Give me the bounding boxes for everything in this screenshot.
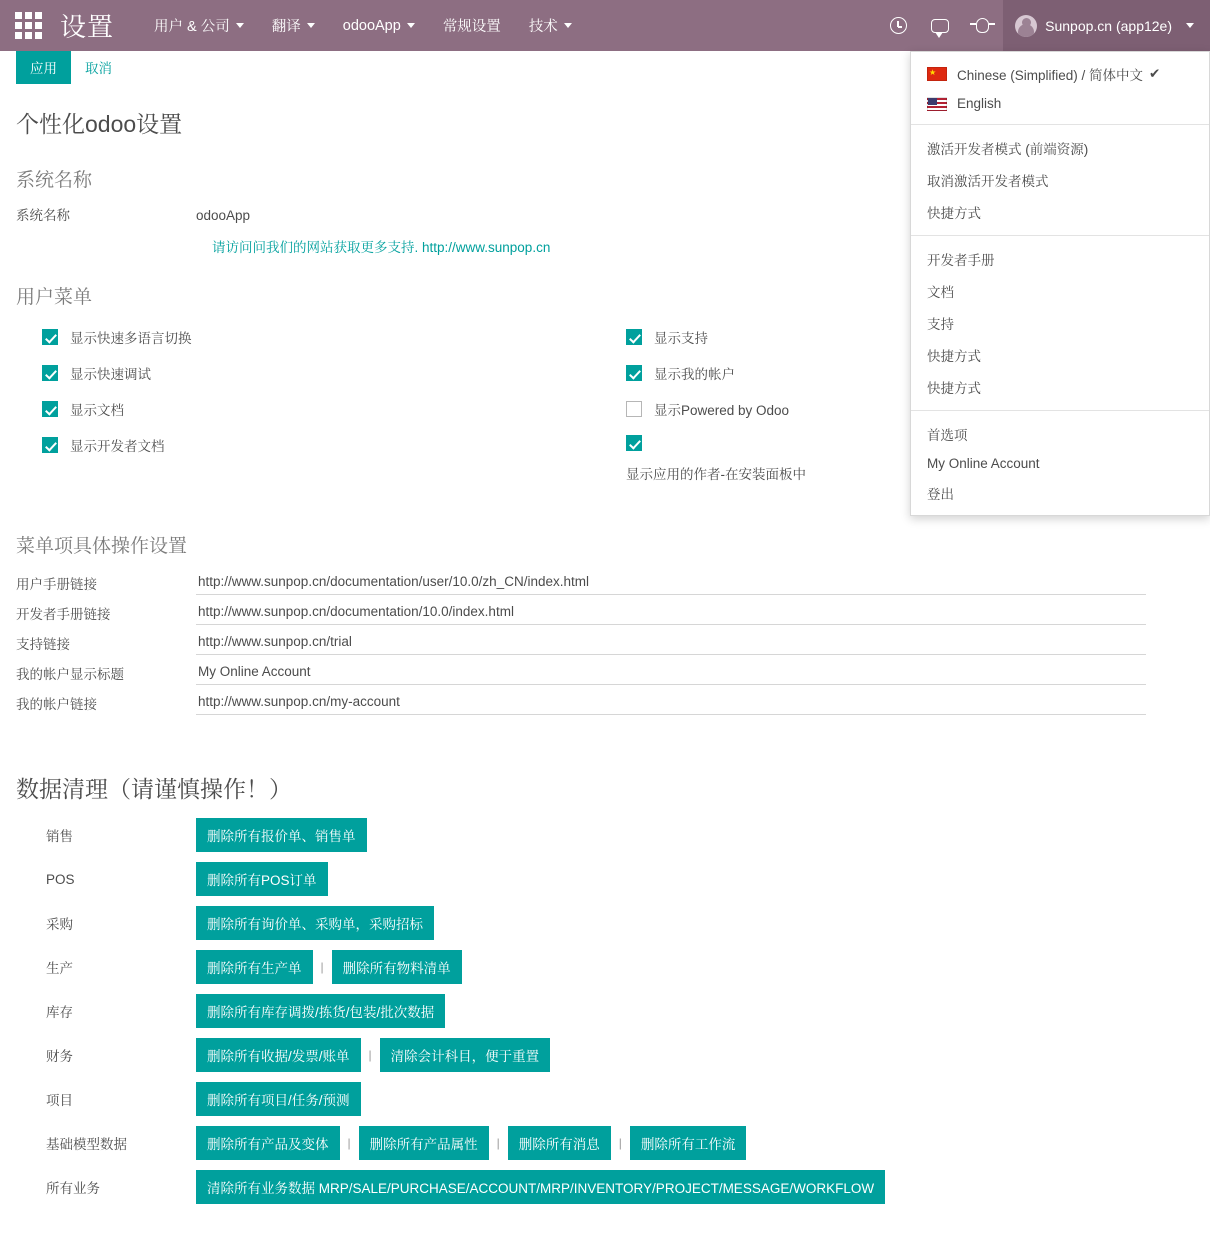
label-support-link: 支持链接: [16, 636, 70, 652]
delete-all-messages-button[interactable]: 删除所有消息: [508, 1126, 611, 1160]
cancel-button[interactable]: 取消: [81, 50, 116, 84]
clean-buttons-pos: [196, 862, 328, 896]
button-separator: |: [496, 1136, 500, 1150]
dropdown-item-deactivate-developer-mode[interactable]: 取消激活开发者模式: [927, 174, 1049, 189]
checkbox-show-powered-by-odoo[interactable]: [626, 401, 642, 417]
delete-all-pos-orders-button[interactable]: 删除所有POS订单: [196, 862, 328, 896]
user-menu-button[interactable]: [1003, 0, 1210, 51]
chevron-down-icon: [407, 23, 415, 28]
clean-row-purchase: [16, 906, 1194, 940]
dropdown-item-documentation[interactable]: 文档: [927, 285, 954, 300]
dropdown-divider: [911, 235, 1209, 236]
clean-label-base-models: 基础模型数据: [46, 1137, 127, 1152]
option-label: 显示快速多语言切换: [70, 331, 192, 346]
row-developer-manual-link: [16, 600, 1194, 625]
user-dropdown-menu: [910, 51, 1210, 516]
top-navigation-bar: [0, 0, 1210, 51]
row-my-account-link: [16, 690, 1194, 715]
menu-technical-label: 技术: [528, 19, 558, 35]
checkbox-show-support[interactable]: [626, 329, 642, 345]
dropdown-item-shortcut-1[interactable]: 快捷方式: [927, 206, 981, 221]
check-icon: ✔: [1149, 66, 1161, 81]
clean-row-base-models: [16, 1126, 1194, 1160]
chevron-down-icon: [564, 23, 572, 28]
dropdown-label: English: [957, 96, 1002, 111]
system-name-value[interactable]: odooApp: [196, 208, 251, 223]
delete-all-projects-tasks-button[interactable]: 删除所有项目/任务/预测: [196, 1082, 361, 1116]
clock-icon[interactable]: [877, 0, 919, 51]
option-label: 显示快速调试: [70, 367, 151, 382]
clean-row-pos: [16, 862, 1194, 896]
menu-translation-label: 翻译: [271, 19, 301, 35]
input-my-account-link[interactable]: [196, 690, 1146, 715]
clean-row-sales: [16, 818, 1194, 852]
clean-row-all-business: [16, 1170, 1194, 1204]
flag-usa-icon: [927, 97, 947, 111]
apply-button[interactable]: 应用: [16, 50, 71, 84]
clean-buttons-base-models: [196, 1126, 746, 1160]
apps-grid-icon: [15, 12, 42, 39]
row-my-account-title: [16, 660, 1194, 685]
checkbox-show-documentation[interactable]: [42, 401, 58, 417]
clean-label-manufacturing: 生产: [46, 961, 73, 976]
user-menu-label: Sunpop.cn (app12e): [1045, 17, 1172, 34]
clean-buttons-all-business: [196, 1170, 885, 1204]
option-label: 显示我的帐户: [654, 367, 735, 382]
input-developer-manual-link[interactable]: [196, 600, 1146, 625]
button-separator: |: [368, 1048, 372, 1062]
checkbox-show-quick-debug[interactable]: [42, 365, 58, 381]
apps-menu-button[interactable]: [0, 0, 56, 51]
chevron-down-icon: [1186, 23, 1194, 28]
dropdown-divider: [911, 124, 1209, 125]
menu-odooapp[interactable]: [329, 0, 429, 51]
clean-label-sales: 销售: [46, 829, 73, 844]
clean-buttons-manufacturing: [196, 950, 462, 984]
checkbox-show-quick-language[interactable]: [42, 329, 58, 345]
support-website-link[interactable]: 请访问问我们的网站获取更多支持. http://www.sunpop.cn: [212, 240, 551, 255]
chat-icon[interactable]: [919, 0, 961, 51]
clear-chart-of-accounts-button[interactable]: 清除会计科目，便于重置: [380, 1038, 551, 1072]
option-label: 显示文档: [70, 403, 124, 418]
system-name-label: 系统名称: [16, 208, 70, 223]
menu-odooapp-label: odooApp: [342, 17, 401, 34]
section-heading-user-menu: 用户菜单: [16, 287, 93, 308]
option-label: 显示开发者文档: [70, 439, 165, 454]
option-show-app-author-label: 显示应用的作者-在安装面板中: [626, 467, 806, 482]
dropdown-label: Chinese (Simplified) / 简体中文: [957, 68, 1144, 83]
dropdown-item-logout[interactable]: 登出: [927, 487, 954, 502]
clean-buttons-sales: [196, 818, 367, 852]
menu-general-settings[interactable]: [429, 0, 515, 51]
input-my-account-title[interactable]: [196, 660, 1146, 685]
checkbox-show-app-author[interactable]: [626, 435, 642, 451]
clear-all-business-data-button[interactable]: 清除所有业务数据 MRP/SALE/PURCHASE/ACCOUNT/MRP/INVENTORY/PROJECT/MESSAGE/WORKFLOW: [196, 1170, 885, 1204]
delete-all-workflows-button[interactable]: 删除所有工作流: [630, 1126, 747, 1160]
option-show-quick-language[interactable]: [16, 327, 600, 347]
option-label: 显示Powered by Odoo: [654, 403, 790, 418]
dropdown-item-preferences[interactable]: 首选项: [927, 428, 968, 443]
label-developer-manual-link: 开发者手册链接: [16, 606, 111, 622]
clean-buttons-purchase: [196, 906, 434, 940]
row-user-manual-link: [16, 570, 1194, 595]
clean-label-purchase: 采购: [46, 917, 73, 932]
delete-all-rfq-purchase-orders-button[interactable]: 删除所有询价单、采购单，采购招标: [196, 906, 434, 940]
section-heading-menu-actions: 菜单项具体操作设置: [16, 536, 188, 557]
checkbox-show-developer-doc[interactable]: [42, 437, 58, 453]
section-heading-data-clean: 数据清理（请谨慎操作！）: [16, 776, 292, 802]
delete-all-invoices-button[interactable]: 删除所有收据/发票/账单: [196, 1038, 361, 1072]
dropdown-item-activate-developer-mode-assets[interactable]: 激活开发者模式 (前端资源): [927, 142, 1089, 157]
button-separator: |: [347, 1136, 351, 1150]
clean-row-accounting: [16, 1038, 1194, 1072]
clean-buttons-project: [196, 1082, 361, 1116]
dropdown-item-shortcut-2[interactable]: 快捷方式: [927, 349, 981, 364]
clean-buttons-accounting: [196, 1038, 550, 1072]
option-show-documentation[interactable]: [16, 399, 600, 419]
dropdown-item-my-online-account[interactable]: My Online Account: [927, 456, 1040, 471]
clean-row-project: [16, 1082, 1194, 1116]
checkbox-show-my-account[interactable]: [626, 365, 642, 381]
dropdown-item-language-english[interactable]: [911, 90, 1209, 117]
input-user-manual-link[interactable]: [196, 570, 1146, 595]
menu-technical[interactable]: [515, 0, 586, 51]
dropdown-divider: [911, 410, 1209, 411]
menu-users-companies[interactable]: [140, 0, 258, 51]
option-show-developer-doc[interactable]: [16, 435, 600, 455]
delete-all-stock-moves-button[interactable]: 删除所有库存调拨/拣货/包装/批次数据: [196, 994, 445, 1028]
label-user-manual-link: 用户手册链接: [16, 576, 97, 592]
clean-label-project: 项目: [46, 1093, 73, 1108]
clean-label-accounting: 财务: [46, 1049, 73, 1064]
button-separator: |: [320, 960, 324, 974]
label-my-account-title: 我的帐户显示标题: [16, 666, 124, 682]
chevron-down-icon: [236, 23, 244, 28]
clean-buttons-inventory: [196, 994, 445, 1028]
option-show-quick-debug[interactable]: [16, 363, 600, 383]
dropdown-item-developer-manual[interactable]: 开发者手册: [927, 253, 995, 268]
option-label: 显示支持: [654, 331, 708, 346]
clean-label-inventory: 库存: [46, 1005, 73, 1020]
button-separator: |: [618, 1136, 622, 1150]
label-my-account-link: 我的帐户链接: [16, 696, 97, 712]
bug-icon[interactable]: [961, 0, 1003, 51]
delete-all-quotations-sales-orders-button[interactable]: 删除所有报价单、销售单: [196, 818, 367, 852]
dropdown-item-support[interactable]: 支持: [927, 317, 954, 332]
row-support-link: [16, 630, 1194, 655]
page-title: 个性化odoo设置: [16, 111, 183, 137]
delete-all-bom-button[interactable]: 删除所有物料清单: [332, 950, 462, 984]
app-title: 设置: [60, 12, 115, 42]
chevron-down-icon: [307, 23, 315, 28]
user-menu-options-left: [16, 327, 600, 483]
delete-all-manufacturing-orders-button[interactable]: 删除所有生产单: [196, 950, 313, 984]
section-heading-system-name: 系统名称: [16, 170, 93, 191]
menu-translation[interactable]: [258, 0, 329, 51]
clean-row-manufacturing: [16, 950, 1194, 984]
delete-all-products-variants-button[interactable]: 删除所有产品及变体: [196, 1126, 340, 1160]
clean-row-inventory: [16, 994, 1194, 1028]
dropdown-item-language-chinese[interactable]: [911, 58, 1209, 90]
delete-all-product-attributes-button[interactable]: 删除所有产品属性: [359, 1126, 489, 1160]
flag-china-icon: [927, 67, 947, 81]
avatar: [1015, 15, 1037, 37]
clean-label-pos: POS: [46, 871, 75, 887]
clean-label-all-business: 所有业务: [46, 1181, 100, 1196]
topbar-right-group: [877, 0, 1210, 51]
menu-general-settings-label: 常规设置: [442, 19, 501, 35]
input-support-link[interactable]: [196, 630, 1146, 655]
menu-users-companies-label: 用户 & 公司: [154, 19, 230, 35]
dropdown-item-shortcut-3[interactable]: 快捷方式: [927, 381, 981, 396]
